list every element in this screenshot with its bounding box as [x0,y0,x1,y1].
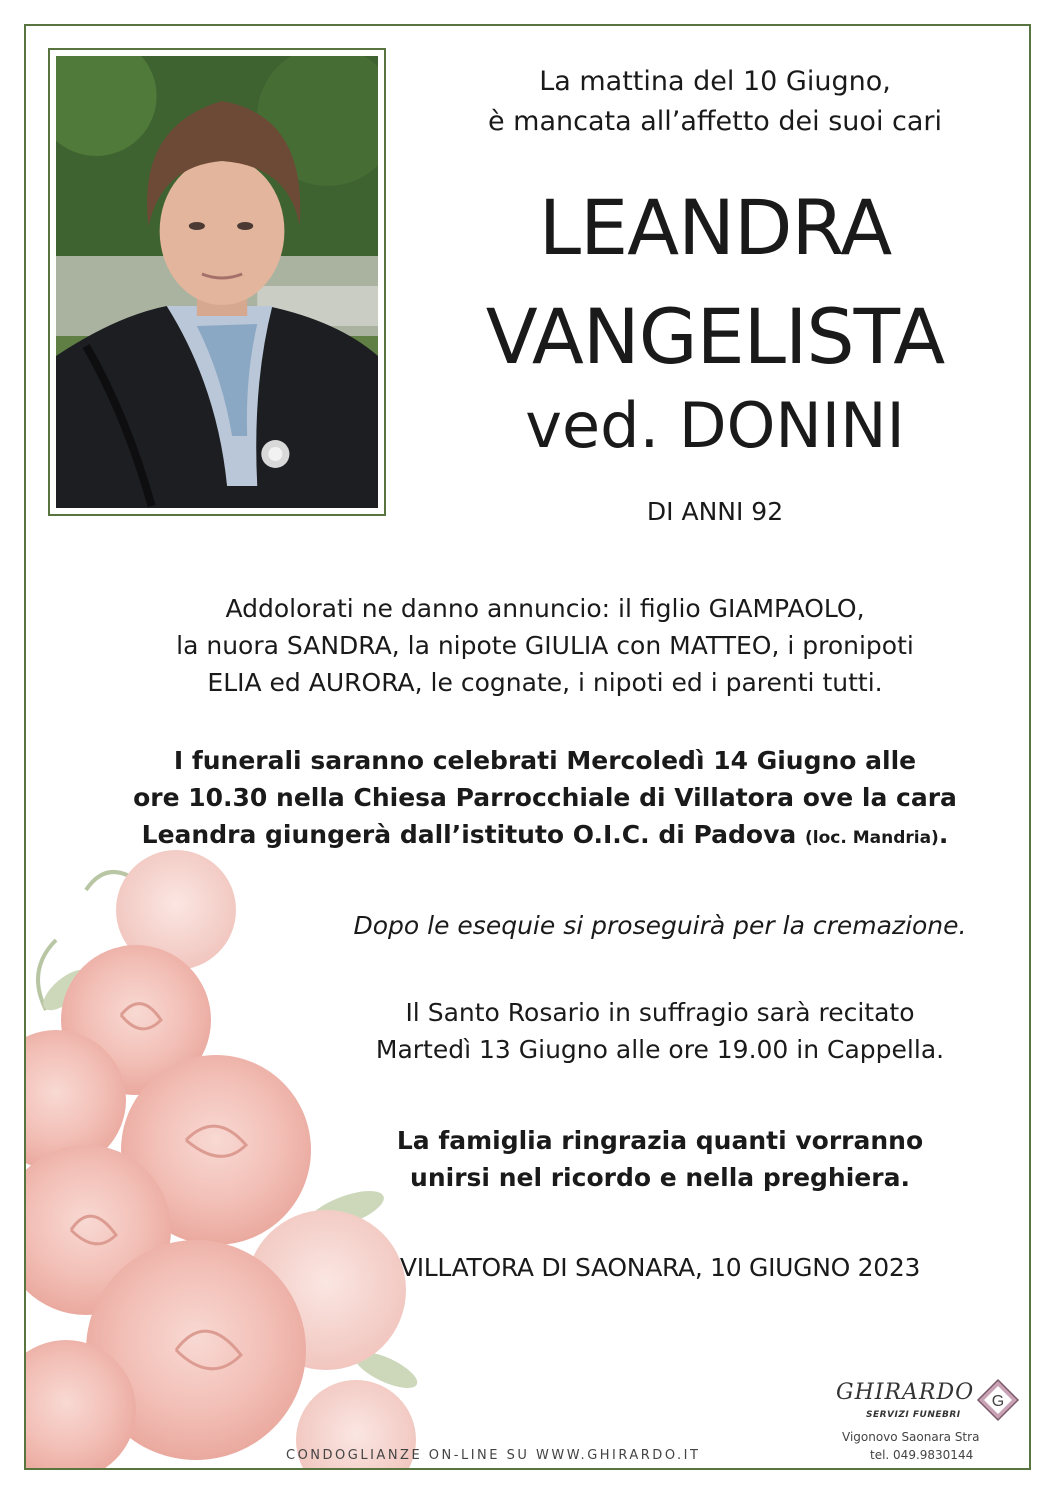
age-text: DI ANNI 92 [646,497,784,526]
first-name: LEANDRA [538,183,892,272]
funeral-home-logo [836,1378,1026,1468]
rosary-info [280,994,1040,1068]
family-thanks [280,1122,1040,1196]
intro-line-1: La mattina del 10 Giugno, [539,66,891,97]
family-thanks-line-1: La famiglia ringrazia quanti vorranno [396,1126,924,1155]
rosary-line-1: Il Santo Rosario in suffragio sarà recitato [405,998,915,1027]
place-date: VILLATORA DI SAONARA, 10 GIUGNO 2023 [399,1253,921,1282]
portrait-frame [48,48,386,516]
rosary-line-2: Martedì 13 Giugno alle ore 19.00 in Cappella. [375,1035,945,1064]
portrait-photo [56,56,378,508]
intro-line-2: è mancata all’affetto dei suoi cari [487,106,943,137]
intro-text [400,62,1030,142]
announcement-line-3: ELIA ed AURORA, le cognate, i nipoti ed i parenti tutti. [207,668,883,697]
funeral-line-3-end: . [938,820,949,849]
logo-phone: tel. 049.9830144 [870,1448,974,1462]
funeral-location-note: (loc. Mandria) [804,828,939,848]
funeral-line-1: I funerali saranno celebrati Mercoledì 14 Giugno alle [173,746,917,775]
family-thanks-line-2: unirsi nel ricordo e nella preghiera. [410,1163,910,1192]
announcement-line-1: Addolorati ne danno annuncio: il figlio GIAMPAOLO, [225,594,865,623]
logo-diamond-icon [976,1378,1020,1422]
funeral-line-2: ore 10.30 nella Chiesa Parrocchiale di Villatora ove la cara [133,783,957,812]
widow-name: ved. DONINI [525,389,905,462]
last-name: VANGELISTA [485,292,945,381]
logo-name: GHIRARDO [836,1380,975,1405]
announcement-line-2: la nuora SANDRA, la nipote GIULIA con MATTEO, i pronipoti [176,631,914,660]
announcement [40,590,1050,701]
logo-places: Vigonovo Saonara Stra [842,1430,980,1444]
logo-subtitle: SERVIZI FUNEBRI [866,1410,961,1420]
cremation-note: Dopo le esequie si proseguirà per la cremazione. [353,911,967,940]
funeral-line-3-main: Leandra giungerà dall’istituto O.I.C. di Padova [141,820,797,849]
funeral-info [40,742,1050,857]
logo-mark-letter: G [991,1393,1005,1410]
online-condolences-link[interactable]: CONDOGLIANZE ON-LINE SU WWW.GHIRARDO.IT [286,1448,701,1463]
